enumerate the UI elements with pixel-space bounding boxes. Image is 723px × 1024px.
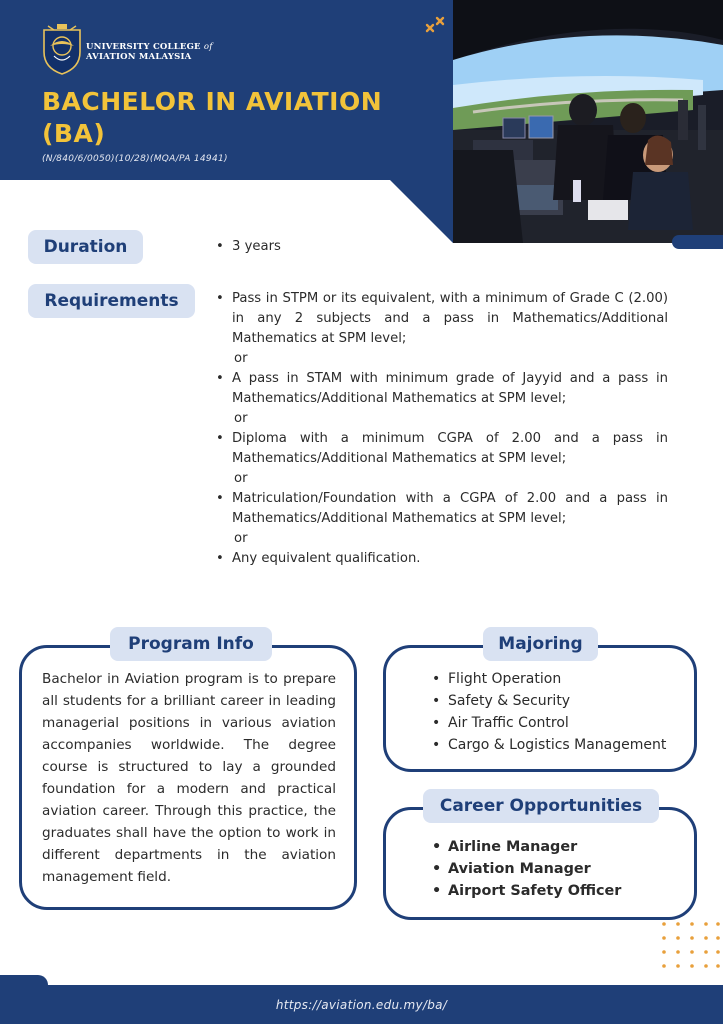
decorative-dots	[660, 920, 720, 976]
header	[0, 0, 723, 243]
majoring-title: Majoring	[483, 627, 598, 661]
program-info-title: Program Info	[110, 627, 272, 661]
requirement-item: • Matriculation/Foundation with a CGPA of 2.00 and a pass in Mathematics/Additional Mathematics at SPM level;	[216, 489, 668, 529]
requirement-or: or	[234, 471, 248, 486]
requirement-item: • Any equivalent qualification.	[216, 549, 668, 569]
footer-url-link[interactable]: https://aviation.edu.my/ba/	[275, 997, 448, 1012]
career-item: • Airport Safety Officer	[432, 880, 694, 902]
requirements-label: Requirements	[28, 284, 195, 318]
requirement-or: or	[234, 411, 248, 426]
program-code: (N/840/6/0050)(10/28)(MQA/PA 14941)	[42, 154, 228, 164]
photo-accent-pill	[672, 235, 723, 249]
career-title: Career Opportunities	[423, 789, 659, 823]
program-info-text: Bachelor in Aviation program is to prepare all students for a brilliant career in leading managerial positions in various aviation accompanies worldwide. The degree course is structured to lay a grounded foundation for a modern and practical aviation career. Through this practice, the graduates shall have the option to work in different departments in the aviation management field.	[42, 671, 336, 885]
requirement-or: or	[234, 531, 248, 546]
title-line2: (BA)	[42, 119, 106, 148]
majoring-item: • Cargo & Logistics Management	[432, 734, 694, 756]
majoring-list	[432, 668, 694, 756]
decorative-cross-icon	[424, 16, 446, 38]
crest-logo-icon	[40, 22, 84, 76]
duration-item: • 3 years	[216, 237, 668, 257]
career-item: • Airline Manager	[432, 836, 694, 858]
duration-label: Duration	[28, 230, 143, 264]
requirements-list	[216, 289, 668, 569]
requirement-item: • Diploma with a minimum CGPA of 2.00 and a pass in Mathematics/Additional Mathematics at SPM level;	[216, 429, 668, 469]
logo-line1-suffix: of	[203, 42, 213, 52]
majoring-item: • Flight Operation	[432, 668, 694, 690]
career-list	[432, 836, 694, 902]
career-item: • Aviation Manager	[432, 858, 694, 880]
requirement-or: or	[234, 351, 248, 366]
logo-line2: AVIATION MALAYSIA	[86, 52, 192, 62]
title-line1: BACHELOR IN AVIATION	[42, 87, 383, 116]
logo-text	[86, 42, 213, 62]
page-title	[42, 86, 382, 150]
logo-line1: UNIVERSITY COLLEGE	[86, 42, 201, 52]
majoring-item: • Air Traffic Control	[432, 712, 694, 734]
majoring-item: • Safety & Security	[432, 690, 694, 712]
requirement-item: • Pass in STPM or its equivalent, with a minimum of Grade C (2.00) in any 2 subjects and a pass in Mathematics/Additional Mathematics at SPM level;	[216, 289, 668, 349]
duration-list	[216, 237, 668, 257]
requirement-item: • A pass in STAM with minimum grade of Jayyid and a pass in Mathematics/Additional Mathematics at SPM level;	[216, 369, 668, 409]
simulator-photo	[453, 0, 723, 243]
footer	[0, 985, 723, 1024]
